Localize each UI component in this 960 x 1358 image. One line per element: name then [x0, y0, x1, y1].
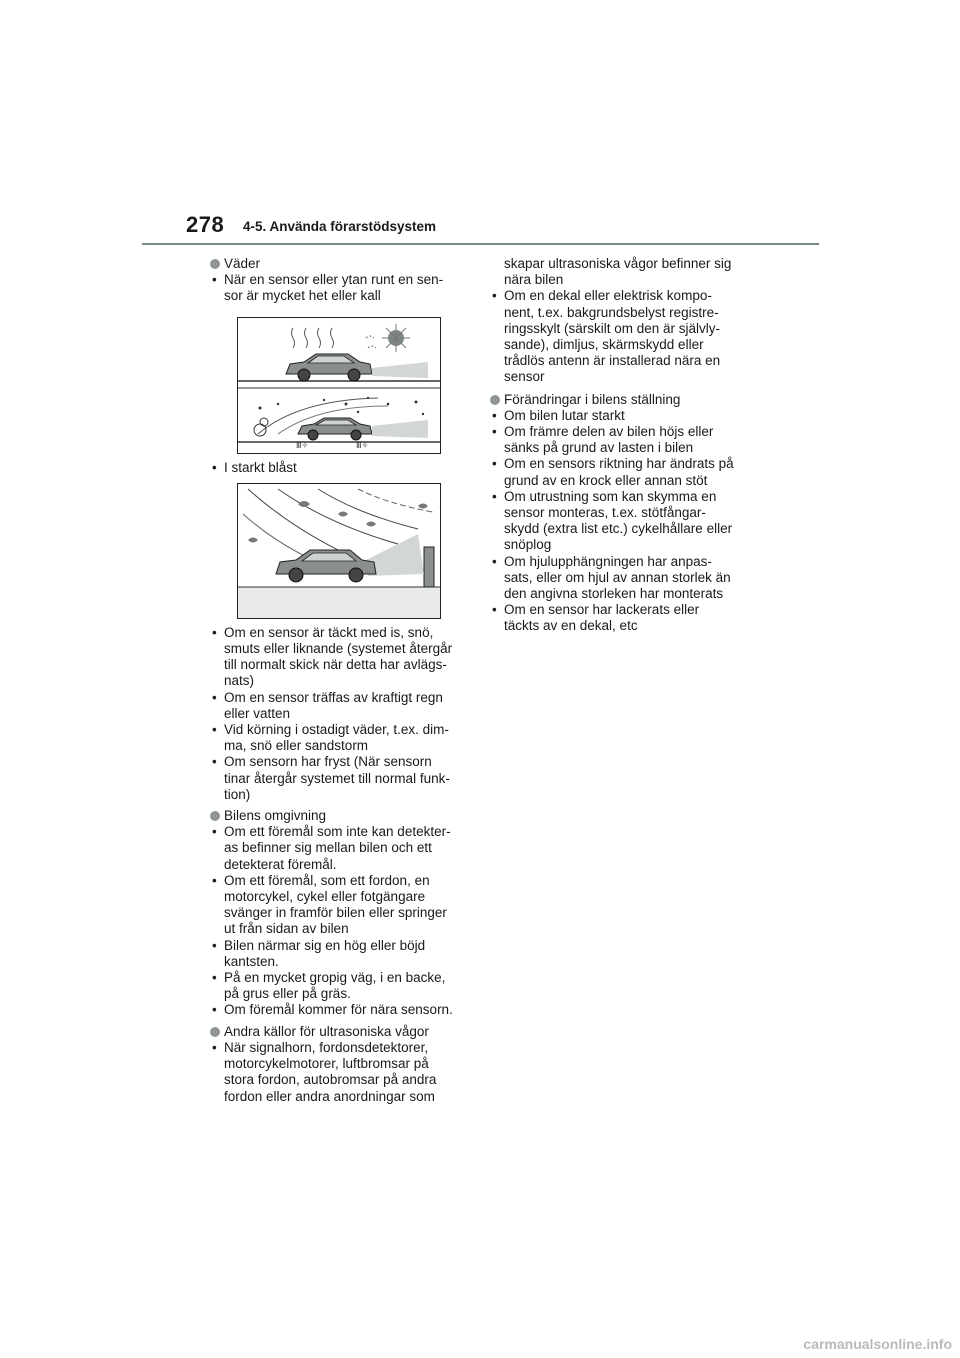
list-item-line: smuts eller liknande (systemet återgår — [224, 641, 453, 657]
bullet-dot-icon — [210, 259, 220, 269]
list-item-line: • I starkt blåst — [224, 459, 297, 475]
list-item — [210, 625, 472, 690]
list-item-line: på grus eller på gräs. — [224, 986, 351, 1002]
surroundings-list — [210, 824, 472, 1018]
list-item-line: motorcykel, cykel eller fotgängare — [224, 889, 426, 905]
list-item — [210, 690, 472, 722]
list-item — [490, 602, 752, 634]
svg-text:Ⅲ✧: Ⅲ✧ — [296, 440, 309, 450]
list-item-line: • När signalhorn, fordonsdetektorer, — [224, 1039, 429, 1055]
car-icon — [276, 550, 376, 582]
list-item-line: detekterat föremål. — [224, 856, 337, 872]
list-item — [210, 873, 472, 938]
list-item-line: sensor — [504, 369, 545, 385]
heading-posture-label: Förändringar i bilens ställning — [504, 391, 681, 407]
weather-list — [210, 625, 472, 803]
list-item-line: svänger in framför bilen eller springer — [224, 905, 447, 921]
heading-ultrasonic-label: Andra källor för ultrasoniska vågor — [224, 1023, 429, 1039]
list-item-line: skydd (extra list etc.) cykelhållare eller — [504, 521, 733, 537]
heading-surroundings — [210, 808, 472, 824]
list-item-line: • Om utrustning som kan skymma en — [504, 488, 717, 504]
list-item-line: • Om föremål kommer för nära sensorn. — [224, 1002, 453, 1018]
list-item-line: sats, eller om hjul av annan storlek än — [504, 569, 731, 585]
list-item-line: fordon eller andra anordningar som — [224, 1088, 435, 1104]
left-column — [210, 256, 472, 1105]
list-item — [490, 288, 752, 385]
list-item-line: • Om främre delen av bilen höjs eller — [504, 424, 714, 440]
list-item — [210, 722, 472, 754]
list-item-line: • Om en sensor har lackerats eller — [504, 602, 700, 618]
list-item-line: nats) — [224, 673, 255, 689]
list-item-line: nent, t.ex. bakgrundsbelyst registre- — [504, 304, 719, 320]
heading-weather-label: Väder — [224, 256, 261, 271]
list-item-line: ringsskylt (särskilt om den är självly- — [504, 320, 721, 336]
sun-icon — [382, 324, 410, 352]
list-item-line: • Om hjulupphängningen har anpas- — [504, 553, 712, 569]
section-title: 4-5. Använda förarstödsystem — [243, 219, 437, 234]
bullet-dot-icon — [210, 811, 220, 821]
list-item-line: tion) — [224, 786, 251, 802]
heading-posture — [490, 392, 752, 408]
list-item-line: trådlös antenn är installerad nära en — [504, 353, 721, 369]
list-item-line: sensor monteras, t.ex. stötfångar- — [504, 505, 706, 521]
bullet-dot-icon — [490, 395, 500, 405]
list-item-line: tinar återgår systemet till normal funk- — [224, 770, 450, 786]
list-item-line: • Om sensorn har fryst (När sensorn — [224, 754, 432, 770]
list-item-line: till normalt skick när detta har avlägs- — [224, 657, 447, 673]
list-item-line: grund av en krock eller annan stöt — [504, 472, 708, 488]
list-item-continued — [490, 256, 752, 288]
list-item — [490, 554, 752, 603]
heading-surroundings-label: Bilens omgivning — [224, 808, 327, 824]
list-item-line: kantsten. — [224, 953, 279, 969]
list-item — [210, 970, 472, 1002]
list-item-line: • Om en sensors riktning har ändrats på — [504, 456, 734, 472]
illustration-strong-wind — [237, 483, 441, 619]
list-item-line: sande), dimljus, skärmskydd eller — [504, 337, 704, 353]
list-item-line: den angivna storleken har monterats — [504, 586, 724, 602]
list-item — [210, 1002, 472, 1018]
illustration-heat-snow — [237, 317, 441, 454]
list-item-line: • Om ett föremål, som ett fordon, en — [224, 872, 430, 888]
watermark: carmanualsonline.info — [803, 1336, 952, 1352]
list-item-line: snöplog — [504, 537, 552, 553]
header-divider — [142, 243, 819, 245]
car-icon — [298, 418, 372, 440]
list-item-line: • Om ett föremål som inte kan detekter- — [224, 824, 451, 840]
list-item — [490, 408, 752, 424]
svg-text:Ⅲ✧: Ⅲ✧ — [356, 440, 369, 450]
bullet-dot-icon — [210, 1027, 220, 1037]
car-icon — [286, 354, 372, 381]
list-item-line: • Om en sensor är täckt med is, snö, — [224, 624, 434, 640]
list-item-line: • Om bilen lutar starkt — [504, 407, 625, 423]
list-item — [210, 824, 472, 873]
list-item-line: stora fordon, autobromsar på andra — [224, 1072, 437, 1088]
list-item — [210, 460, 472, 476]
list-item-line: sänks på grund av lasten i bilen — [504, 440, 694, 456]
list-item — [210, 1040, 472, 1105]
list-item — [210, 938, 472, 970]
list-item-line: täckts av en dekal, etc — [504, 618, 638, 634]
heading-weather — [210, 256, 472, 272]
list-item-line: • Om en sensor träffas av kraftigt regn — [224, 689, 443, 705]
right-column — [490, 256, 752, 635]
list-item-line: • Om en dekal eller elektrisk kompo- — [504, 288, 712, 304]
list-item-line: • När en sensor eller ytan runt en sen- — [224, 272, 444, 288]
list-item-line: skapar ultrasoniska vågor befinner sig — [504, 256, 732, 271]
list-item — [210, 272, 472, 304]
list-item-line: sor är mycket het eller kall — [224, 288, 381, 304]
list-item-line: as befinner sig mellan bilen och ett — [224, 840, 432, 856]
list-item-line: motorcykelmotorer, luftbromsar på — [224, 1056, 429, 1072]
list-item — [490, 456, 752, 488]
list-item-line: eller vatten — [224, 705, 291, 721]
list-item-line: • På en mycket gropig väg, i en backe, — [224, 970, 446, 986]
list-item — [490, 489, 752, 554]
list-item-line: ut från sidan av bilen — [224, 921, 349, 937]
page-number: 278 — [186, 212, 225, 237]
list-item-line: • Vid körning i ostadigt väder, t.ex. dim- — [224, 722, 449, 738]
list-item — [490, 424, 752, 456]
list-item-line: ma, snö eller sandstorm — [224, 738, 369, 754]
list-item — [210, 754, 472, 803]
heading-ultrasonic — [210, 1024, 472, 1040]
list-item-line: • Bilen närmar sig en hög eller böjd — [224, 937, 426, 953]
list-item-line: nära bilen — [504, 272, 564, 288]
